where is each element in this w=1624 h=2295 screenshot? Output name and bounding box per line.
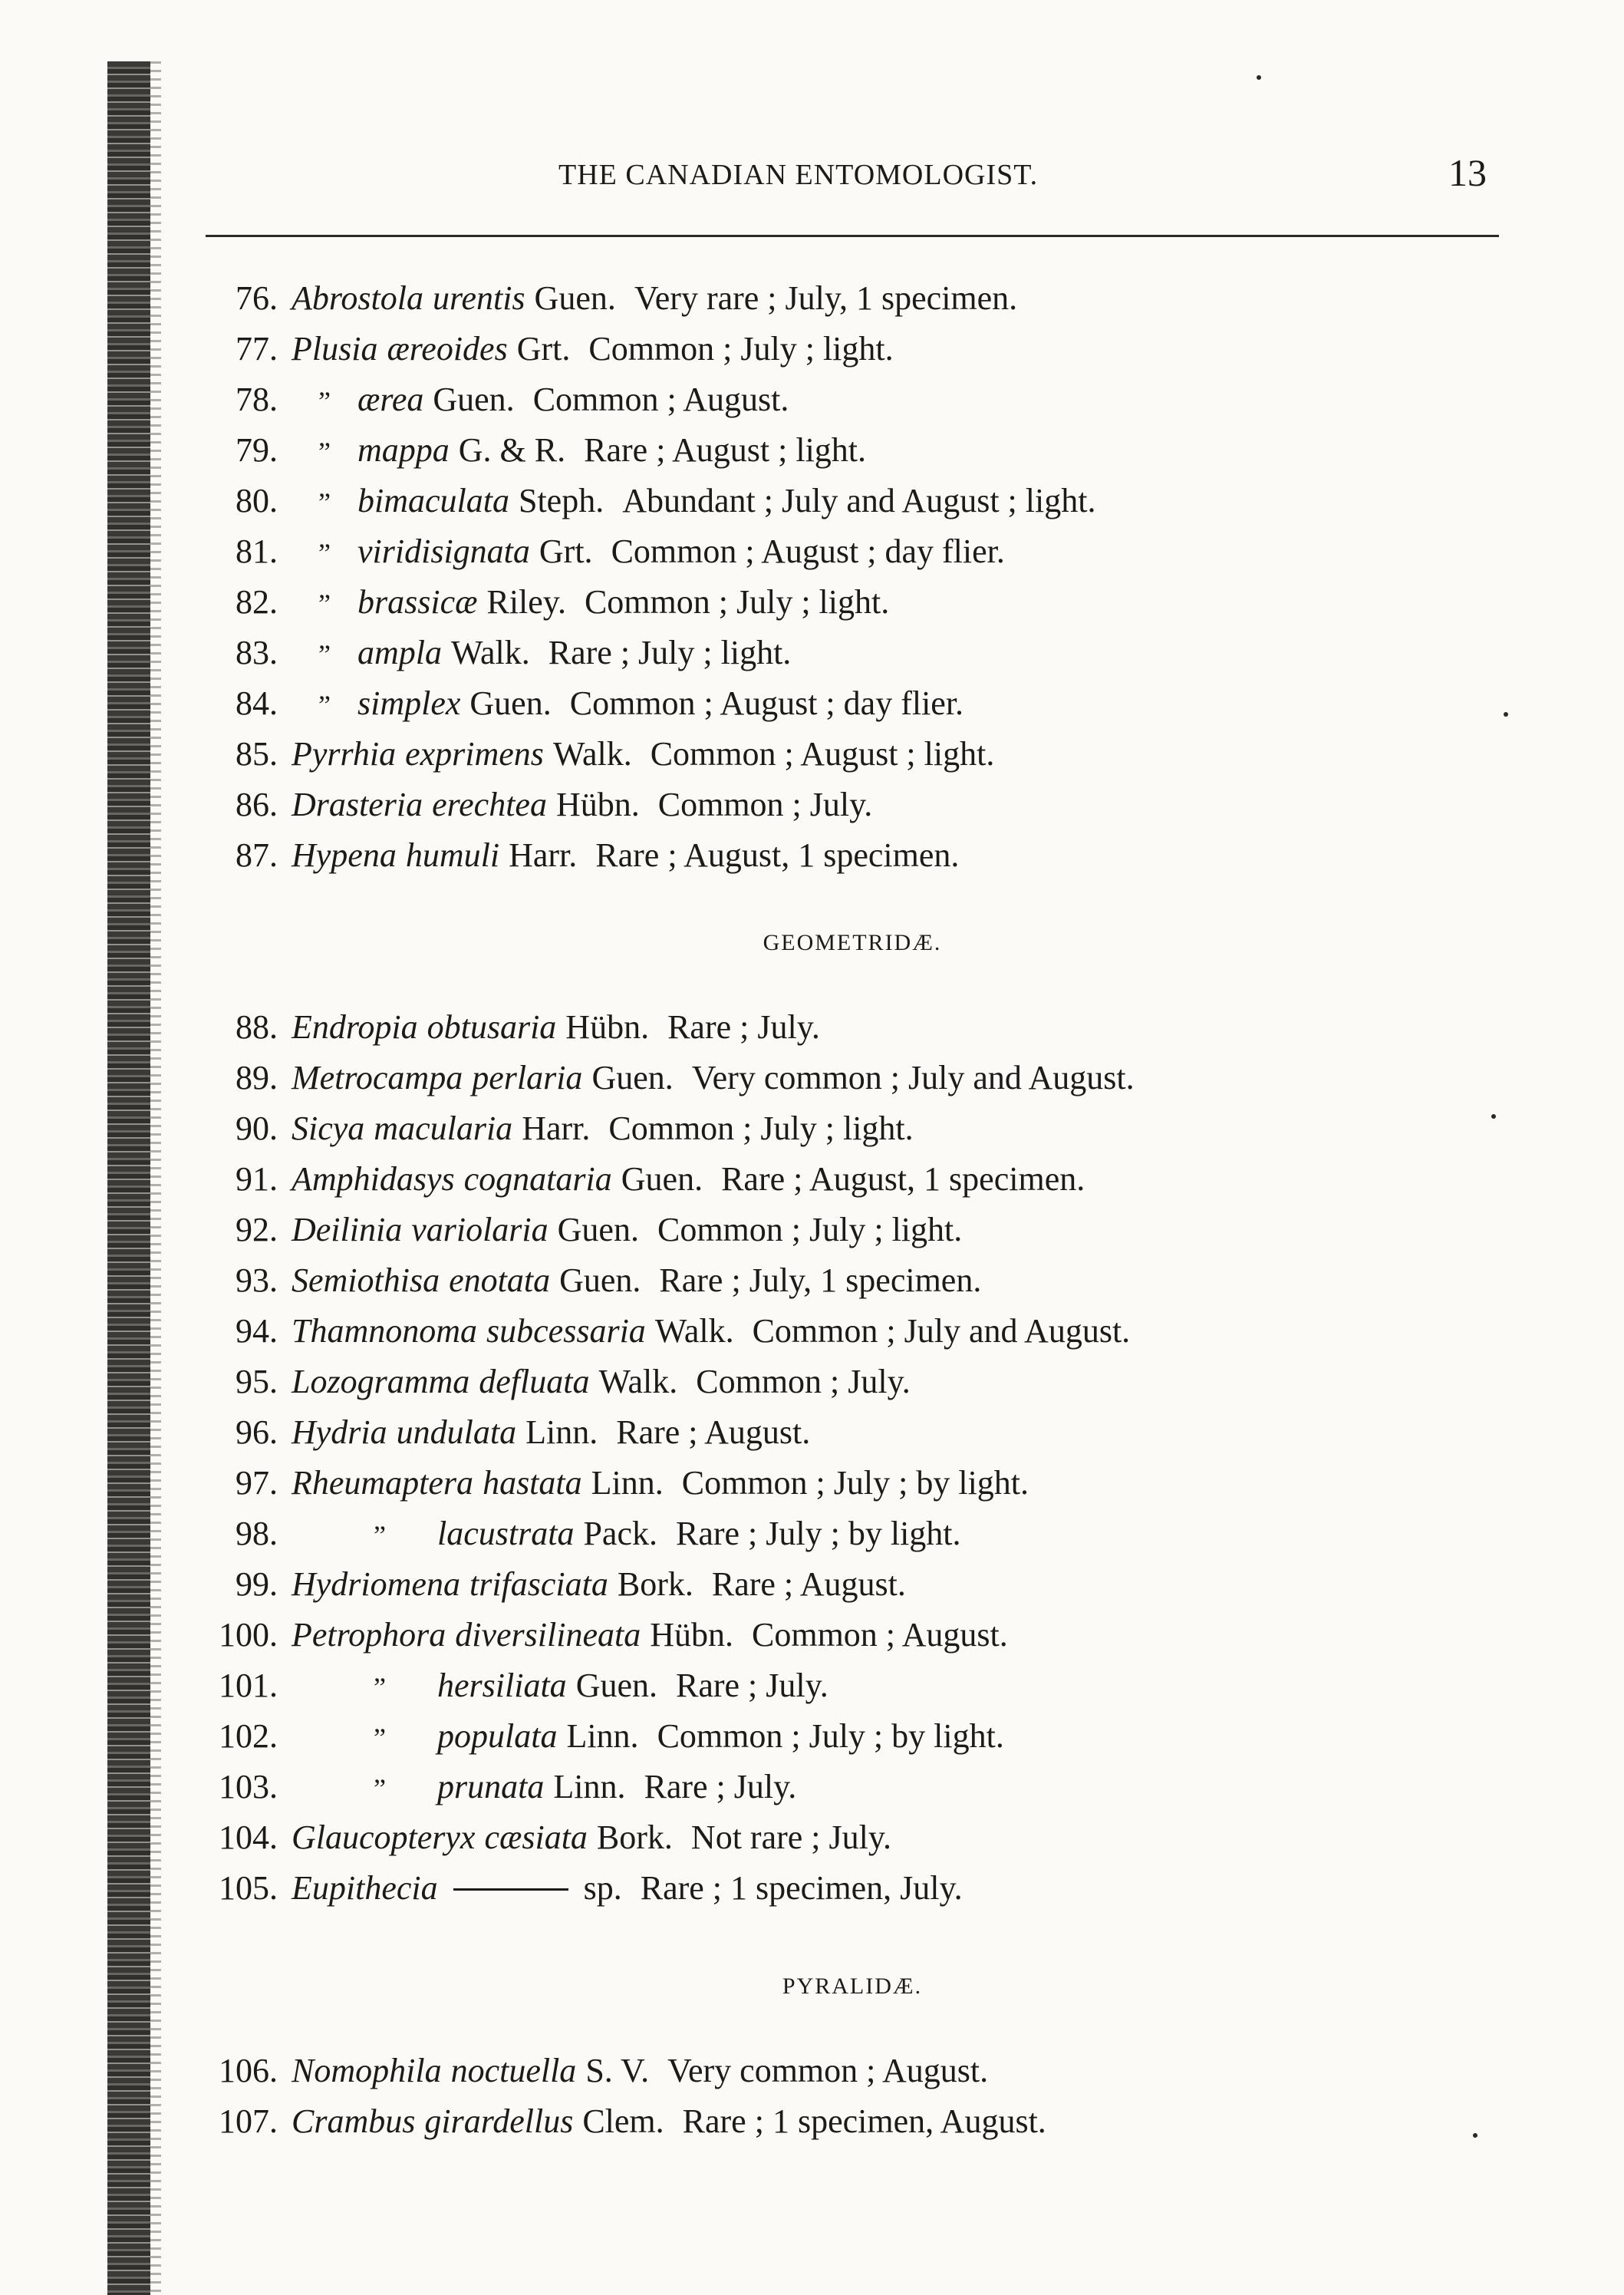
entry-number: 103.: [219, 1768, 278, 1805]
entry-number: 99.: [236, 1565, 278, 1603]
entry-row: [190, 628, 1525, 678]
entry-number: 83.: [236, 634, 278, 671]
entry-row: [190, 1458, 1525, 1509]
genus-name: Crambus: [292, 2102, 416, 2140]
genus-name: Drasteria: [292, 786, 423, 823]
entry-row: [190, 577, 1525, 628]
species-name: lacustrata: [437, 1515, 575, 1552]
entry-notes: Common ; July and August.: [752, 1312, 1131, 1350]
entry-row: [190, 1559, 1525, 1610]
species-name: undulata: [396, 1413, 517, 1451]
entry-notes: Common ; July.: [657, 786, 873, 823]
species-name: æreoides: [387, 330, 508, 368]
author-citation: Bork.: [596, 1819, 673, 1856]
author-citation: Riley.: [486, 583, 566, 621]
entry-notes: Very rare ; July, 1 specimen.: [634, 279, 1018, 317]
author-citation: Walk.: [451, 634, 530, 671]
entry-notes: Rare ; August ; light.: [584, 431, 867, 469]
genus-name: Deilinia: [292, 1211, 403, 1248]
entry-notes: Common ; August ; light.: [650, 735, 995, 773]
page-number: 13: [1448, 151, 1487, 194]
entry-row: [190, 526, 1525, 577]
entry-notes: Common ; July ; by light.: [681, 1464, 1029, 1502]
author-citation: Linn.: [566, 1717, 639, 1755]
species-name: exprimens: [405, 735, 544, 773]
author-citation: Clem.: [582, 2102, 664, 2140]
entry-number: 88.: [236, 1008, 278, 1046]
entry-notes: Common ; July ; by light.: [657, 1717, 1004, 1755]
author-citation: Hübn.: [565, 1008, 650, 1046]
species-name: variolaria: [411, 1211, 548, 1248]
author-citation: Walk.: [552, 735, 632, 773]
author-citation: Linn.: [525, 1413, 598, 1451]
entry-notes: Rare ; July ; light.: [548, 634, 792, 671]
entry-row: [190, 1407, 1525, 1458]
entry-row: [190, 729, 1525, 780]
author-citation: G. & R.: [458, 431, 566, 469]
author-citation: sp.: [583, 1869, 622, 1907]
binding-edge: [107, 61, 150, 2295]
author-citation: Linn.: [553, 1768, 626, 1805]
entry-number: 87.: [236, 836, 278, 874]
entry-number: 104.: [219, 1819, 278, 1856]
entry-row: [190, 1863, 1525, 1914]
entry-number: 95.: [236, 1363, 278, 1400]
author-citation: Guen.: [534, 279, 616, 317]
entry-row: [190, 830, 1525, 881]
species-name: populata: [437, 1717, 558, 1755]
author-citation: Grt.: [516, 330, 571, 368]
species-name: macularia: [374, 1110, 513, 1147]
genus-name: Endropia: [292, 1008, 418, 1046]
species-name: perlaria: [472, 1059, 583, 1096]
entry-number: 96.: [236, 1413, 278, 1451]
author-citation: Hübn.: [555, 786, 640, 823]
genus-name: Nomophila: [292, 2052, 442, 2089]
ditto-mark: ”: [318, 538, 331, 569]
entry-notes: Common ; July ; light.: [584, 583, 890, 621]
entry-number: 80.: [236, 482, 278, 519]
ditto-mark: ”: [374, 1672, 386, 1703]
entry-number: 82.: [236, 583, 278, 621]
species-name: hersiliata: [437, 1667, 567, 1704]
entry-notes: Rare ; August, 1 specimen.: [595, 836, 960, 874]
entry-row: [190, 273, 1525, 324]
entry-number: 91.: [236, 1160, 278, 1198]
entry-row: [190, 1103, 1525, 1154]
author-citation: Guen.: [621, 1160, 703, 1198]
species-name: enotata: [449, 1261, 551, 1299]
entry-number: 107.: [219, 2102, 278, 2140]
entry-row: [190, 1154, 1525, 1205]
entry-number: 85.: [236, 735, 278, 773]
entry-notes: Very common ; August.: [667, 2052, 989, 2089]
author-citation: Bork.: [617, 1565, 693, 1603]
species-name: urentis: [432, 279, 525, 317]
author-citation: Guen.: [469, 684, 552, 722]
species-name: mappa: [357, 431, 450, 469]
entry-number: 102.: [219, 1717, 278, 1755]
entry-number: 90.: [236, 1110, 278, 1147]
entry-row: [190, 1762, 1525, 1812]
species-name: cæsiata: [484, 1819, 588, 1856]
entry-notes: Common ; July.: [696, 1363, 911, 1400]
species-name: trifasciata: [469, 1565, 608, 1603]
author-citation: Walk.: [598, 1363, 678, 1400]
entry-row: [190, 1711, 1525, 1762]
entry-notes: Rare ; August, 1 specimen.: [721, 1160, 1085, 1198]
species-name: girardellus: [424, 2102, 574, 2140]
genus-name: Hypena: [292, 836, 397, 874]
entry-row: [190, 1002, 1525, 1053]
genus-name: Glaucopteryx: [292, 1819, 476, 1856]
genus-name: Lozogramma: [292, 1363, 470, 1400]
entry-notes: Rare ; August.: [711, 1565, 906, 1603]
species-name: hastata: [483, 1464, 582, 1502]
species-name: erechtea: [432, 786, 547, 823]
entry-number: 84.: [236, 684, 278, 722]
entry-notes: Not rare ; July.: [690, 1819, 891, 1856]
entry-notes: Common ; July ; light.: [657, 1211, 963, 1248]
genus-name: Rheumaptera: [292, 1464, 474, 1502]
species-name: brassicæ: [357, 583, 478, 621]
ditto-mark: ”: [318, 690, 331, 720]
author-citation: Steph.: [518, 482, 604, 519]
entry-notes: Abundant ; July and August ; light.: [622, 482, 1096, 519]
paper-speck: [1491, 1114, 1496, 1119]
author-citation: Guen.: [591, 1059, 674, 1096]
entry-notes: Common ; August ; day flier.: [569, 684, 964, 722]
paper-speck: [1257, 75, 1261, 80]
entry-notes: Common ; August ; day flier.: [611, 533, 1005, 570]
entry-row: [190, 1660, 1525, 1711]
entry-notes: Very common ; July and August.: [691, 1059, 1135, 1096]
author-citation: Guen.: [559, 1261, 641, 1299]
ditto-mark: ”: [374, 1520, 386, 1551]
genus-name: Hydria: [292, 1413, 387, 1451]
entry-list-geometridae: [190, 1002, 1525, 1914]
entry-row: [190, 678, 1525, 729]
paper-speck: [1504, 712, 1508, 717]
header-rule: [206, 235, 1499, 237]
genus-name: Metrocampa: [292, 1059, 463, 1096]
ditto-mark: ”: [318, 386, 331, 417]
species-name: bimaculata: [357, 482, 509, 519]
genus-name: Sicya: [292, 1110, 365, 1147]
entry-notes: Rare ; July ; by light.: [675, 1515, 961, 1552]
entry-notes: Rare ; July.: [644, 1768, 797, 1805]
ditto-mark: ”: [318, 639, 331, 670]
genus-name: Pyrrhia: [292, 735, 397, 773]
species-name: obtusaria: [427, 1008, 557, 1046]
author-citation: Linn.: [591, 1464, 664, 1502]
author-citation: Harr.: [509, 836, 578, 874]
entry-notes: Rare ; 1 specimen, August.: [682, 2102, 1046, 2140]
entry-number: 76.: [236, 279, 278, 317]
entry-row: [190, 324, 1525, 374]
entry-number: 77.: [236, 330, 278, 368]
author-citation: Pack.: [583, 1515, 657, 1552]
entry-row: [190, 1509, 1525, 1559]
blank-species-rule: [453, 1888, 568, 1891]
ditto-mark: ”: [374, 1773, 386, 1804]
genus-name: Petrophora: [292, 1616, 446, 1654]
entry-number: 93.: [236, 1261, 278, 1299]
entry-number: 81.: [236, 533, 278, 570]
genus-name: Eupithecia: [292, 1869, 438, 1907]
genus-name: Semiothisa: [292, 1261, 440, 1299]
entry-notes: Common ; August.: [752, 1616, 1008, 1654]
section-heading-pyralidae: PYRALIDÆ.: [782, 1974, 923, 1999]
author-citation: Walk.: [654, 1312, 734, 1350]
binding-shadow: [150, 61, 161, 2295]
running-head: THE CANADIAN ENTOMOLOGIST.: [558, 159, 1039, 191]
entry-number: 78.: [236, 381, 278, 418]
entry-row: [190, 2096, 1525, 2147]
genus-name: Abrostola: [292, 279, 423, 317]
ditto-mark: ”: [318, 437, 331, 467]
entry-row: [190, 1812, 1525, 1863]
entry-number: 94.: [236, 1312, 278, 1350]
entry-row: [190, 2046, 1525, 2096]
species-name: cognataria: [463, 1160, 612, 1198]
genus-name: Plusia: [292, 330, 378, 368]
entry-number: 105.: [219, 1869, 278, 1907]
entry-list-pyralidae: [190, 2046, 1525, 2147]
entry-number: 97.: [236, 1464, 278, 1502]
entry-row: [190, 1306, 1525, 1357]
section-heading-geometridae: GEOMETRIDÆ.: [763, 930, 942, 955]
author-citation: Guen.: [557, 1211, 639, 1248]
ditto-mark: ”: [318, 589, 331, 619]
ditto-mark: ”: [318, 487, 331, 518]
entry-row: [190, 1255, 1525, 1306]
entry-notes: Rare ; August.: [616, 1413, 811, 1451]
author-citation: Guen.: [433, 381, 515, 418]
entry-number: 89.: [236, 1059, 278, 1096]
entry-notes: Rare ; July.: [676, 1667, 828, 1704]
entry-notes: Common ; July ; light.: [608, 1110, 914, 1147]
species-name: noctuella: [450, 2052, 577, 2089]
entry-notes: Common ; July ; light.: [588, 330, 894, 368]
entry-number: 86.: [236, 786, 278, 823]
entry-row: [190, 1053, 1525, 1103]
entry-list-noctuidae: [190, 273, 1525, 881]
genus-name: Thamnonoma: [292, 1312, 478, 1350]
species-name: ærea: [357, 381, 424, 418]
ditto-mark: ”: [374, 1723, 386, 1753]
entry-number: 98.: [236, 1515, 278, 1552]
species-name: viridisignata: [357, 533, 530, 570]
author-citation: Guen.: [575, 1667, 657, 1704]
entry-row: [190, 374, 1525, 425]
species-name: prunata: [437, 1768, 545, 1805]
entry-row: [190, 1357, 1525, 1407]
entry-row: [190, 1205, 1525, 1255]
entry-notes: Rare ; 1 specimen, July.: [640, 1869, 963, 1907]
author-citation: Hübn.: [650, 1616, 733, 1654]
entry-number: 100.: [219, 1616, 278, 1654]
genus-name: Amphidasys: [292, 1160, 455, 1198]
entry-number: 106.: [219, 2052, 278, 2089]
entry-row: [190, 425, 1525, 476]
species-name: subcessaria: [486, 1312, 646, 1350]
entry-number: 92.: [236, 1211, 278, 1248]
species-name: diversilineata: [455, 1616, 641, 1654]
entry-number: 101.: [219, 1667, 278, 1704]
entry-notes: Common ; August.: [532, 381, 789, 418]
genus-name: Hydriomena: [292, 1565, 460, 1603]
author-citation: S. V.: [585, 2052, 650, 2089]
species-name: defluata: [479, 1363, 590, 1400]
entry-notes: Rare ; July, 1 specimen.: [659, 1261, 982, 1299]
entry-notes: Rare ; July.: [667, 1008, 820, 1046]
entry-number: 79.: [236, 431, 278, 469]
species-name: humuli: [405, 836, 500, 874]
entry-row: [190, 476, 1525, 526]
entry-row: [190, 780, 1525, 830]
species-name: simplex: [357, 684, 461, 722]
author-citation: Grt.: [539, 533, 593, 570]
species-name: ampla: [357, 634, 442, 671]
entry-row: [190, 1610, 1525, 1660]
paper-speck: [1473, 2133, 1477, 2138]
author-citation: Harr.: [522, 1110, 591, 1147]
